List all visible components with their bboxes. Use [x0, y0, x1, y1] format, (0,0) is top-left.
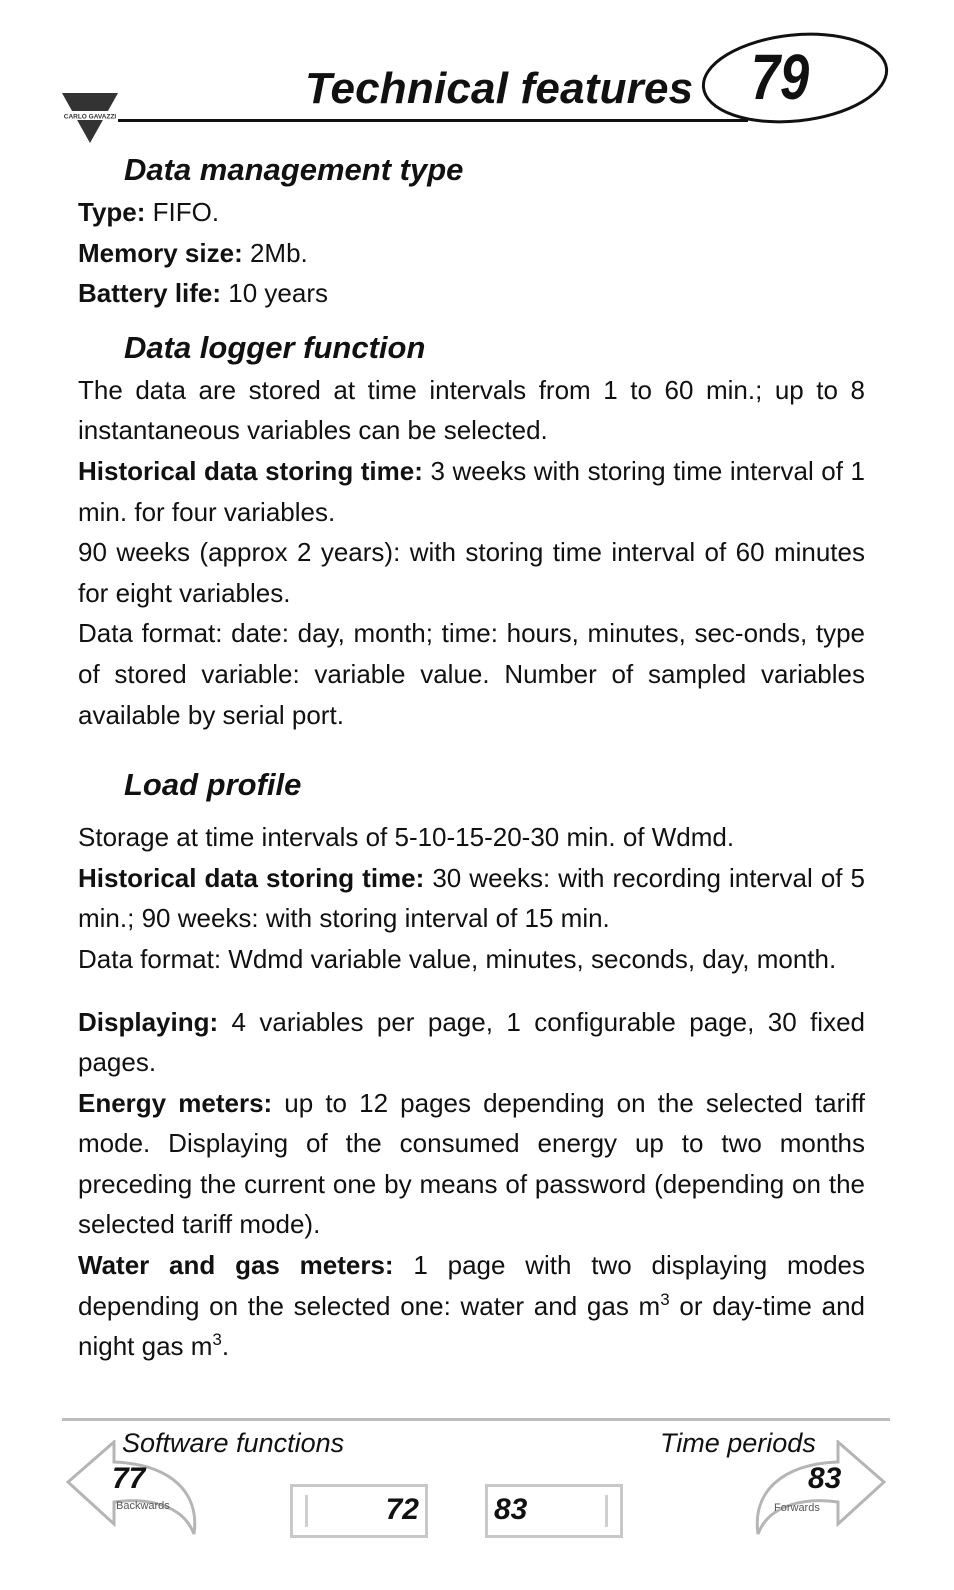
battery-value: 10 years: [221, 278, 328, 309]
water-gas-value-2: or day-time and night gas m: [78, 1290, 865, 1362]
data-logger-heading: Data logger function: [124, 329, 426, 365]
back-page-number[interactable]: 77: [112, 1462, 146, 1495]
data-logger-intro: The data are stored at time intervals from 1 to 60 min.; up to 8 instantaneous variables can be selected.: [78, 374, 865, 446]
memory-label: Memory size:: [78, 237, 243, 268]
battery-line: [78, 273, 865, 314]
index-first-tick: [305, 1495, 308, 1527]
page-title: Technical features: [305, 64, 694, 113]
logger-storing-line: [78, 451, 865, 532]
forward-page-number[interactable]: 83: [808, 1462, 842, 1495]
battery-label: Battery life:: [78, 278, 222, 309]
energy-value: up to 12 pages depending on the selected tariff mode. Displaying of the consumed energy up to two months preceding the current one by means of password (depending on the selected tariff mode).: [78, 1087, 865, 1240]
load-storage-text: Storage at time intervals of 5-10-15-20-30 min. of Wdmd.: [78, 822, 735, 853]
displaying-value: 4 variables per page, 1 configurable page, 30 fixed pages.: [78, 1006, 865, 1078]
forward-link-label[interactable]: Time periods: [660, 1428, 816, 1458]
displaying-line: [78, 1002, 865, 1083]
index-last-tick: [605, 1495, 608, 1527]
load-profile-heading: Load profile: [124, 767, 302, 803]
water-gas-label: Water and gas meters:: [78, 1250, 394, 1281]
index-last-box[interactable]: [485, 1484, 623, 1538]
index-first-box[interactable]: [290, 1484, 428, 1538]
memory-line: [78, 233, 865, 274]
energy-line: [78, 1083, 865, 1245]
energy-label: Energy meters:: [78, 1087, 273, 1118]
displaying-label: Displaying:: [78, 1006, 219, 1037]
logger-weeks-text: 90 weeks (approx 2 years): with storing time interval of 60 minutes for eight variables.: [78, 537, 865, 608]
water-gas-value-1: 1 page with two displaying modes depending on the selected one: water and gas m: [78, 1250, 865, 1321]
type-line: [78, 192, 865, 233]
load-storing-label: Historical data storing time:: [78, 862, 425, 893]
type-label: Type:: [78, 197, 146, 227]
superscript-3-a: 3: [660, 1289, 670, 1309]
logger-format-text: Data format: date: day, month; time: hours, minutes, sec-onds, type of stored variable: variable value. Number of sampled variables available by serial port.: [78, 618, 865, 730]
svg-text:CARLO GAVAZZI: CARLO GAVAZZI: [63, 113, 117, 121]
memory-value: 2Mb.: [242, 237, 308, 268]
superscript-3-b: 3: [212, 1330, 222, 1350]
load-format-text: Data format: Wdmd variable value, minutes, seconds, day, month.: [78, 943, 837, 974]
logger-storing-value: 3 weeks with storing time interval of 1 min. for four variables.: [78, 455, 866, 527]
page-content: [78, 148, 865, 1367]
index-first-number: 72: [385, 1493, 419, 1526]
water-gas-line: [78, 1245, 865, 1367]
footer-divider: [62, 1418, 890, 1421]
forward-caption: Forwards: [774, 1502, 820, 1514]
back-caption: Backwards: [116, 1500, 170, 1512]
back-link-label[interactable]: Software functions: [122, 1428, 345, 1458]
data-management-heading: Data management type: [124, 152, 464, 187]
water-gas-value-end: .: [221, 1331, 230, 1362]
header-divider: [118, 119, 748, 122]
load-storing-value: 30 weeks: with recording interval of 5 min.; 90 weeks: with storing interval of 15 min.: [78, 862, 865, 934]
logger-storing-label: Historical data storing time:: [78, 455, 423, 486]
type-value: FIFO.: [145, 197, 220, 227]
company-logo-icon: [62, 93, 118, 143]
load-storing-line: [78, 858, 865, 939]
index-last-number: 83: [494, 1493, 528, 1526]
page-number: 79: [750, 41, 810, 113]
